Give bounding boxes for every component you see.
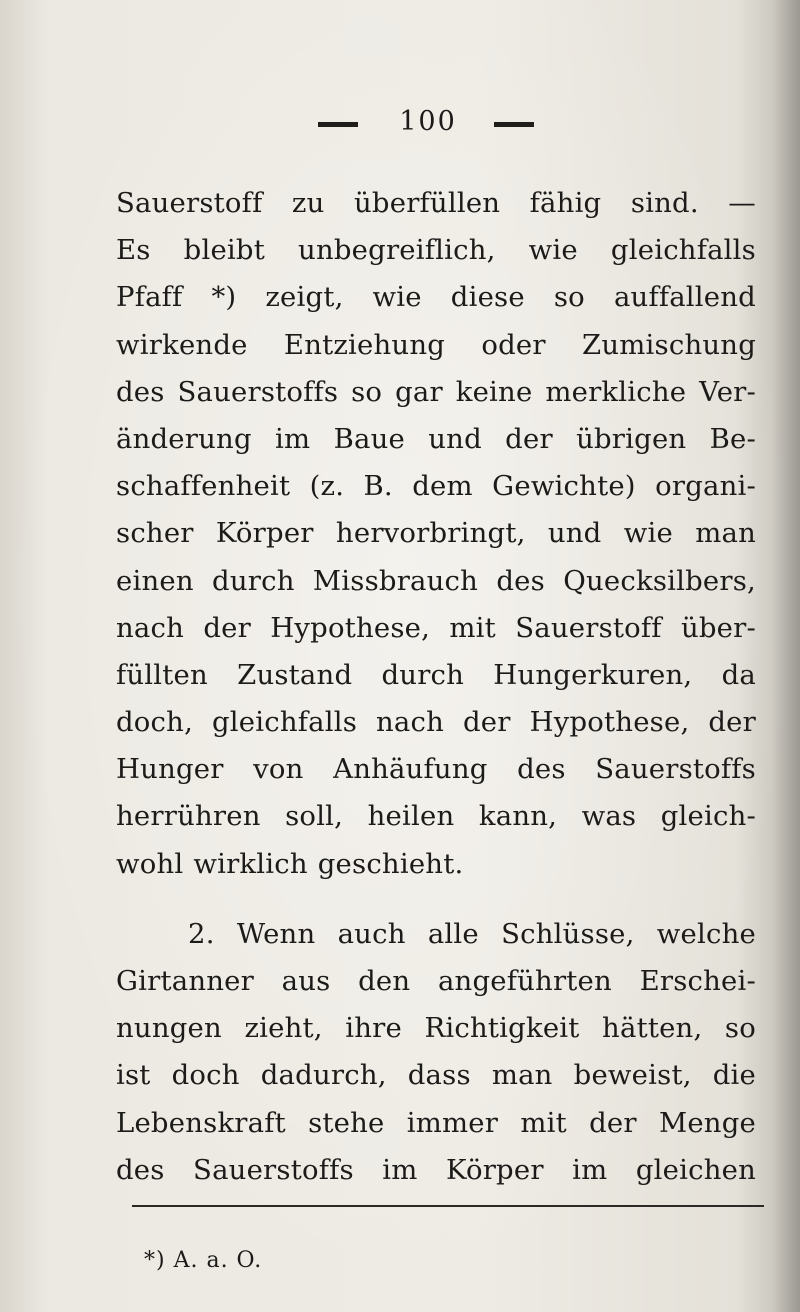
text-line: einen durch Missbrauch des Quecksilbers, [116, 564, 756, 597]
page-number: 100 [399, 106, 457, 137]
text-line: Girtanner aus den angeführten Erschei- [116, 965, 756, 997]
footnote-rule [132, 1205, 764, 1207]
text-line: des Sauerstoffs so gar keine merkliche Ver- [116, 375, 756, 408]
text-line: Pfaff *) zeigt, wie diese so auffallend [116, 281, 756, 314]
text-line: schaffenheit (z. B. dem Gewichte) organi- [116, 470, 756, 503]
text-line: Hunger von Anhäufung des Sauerstoffs [116, 753, 756, 786]
text-line: Lebenskraft stehe immer mit der Menge [116, 1106, 756, 1139]
text-line: Es bleibt unbegreiflich, wie gleichfalls [116, 234, 756, 267]
text-line: scher Körper hervorbringt, und wie man [116, 517, 756, 550]
text-line: Sauerstoff zu überfüllen fähig sind. — [116, 187, 756, 219]
text-line: änderung im Baue und der übrigen Be- [116, 422, 756, 455]
header-rule-right [494, 122, 534, 127]
text-line: herrühren soll, heilen kann, was gleich- [116, 800, 756, 833]
text-line: füllten Zustand durch Hungerkuren, da [116, 658, 756, 691]
body-text [116, 180, 756, 1194]
text-line: wohl wirklich geschieht. [116, 847, 464, 880]
text-line: doch, gleichfalls nach der Hypothese, der [116, 706, 756, 739]
text-line: 2. Wenn auch alle Schlüsse, welche [188, 917, 756, 950]
header-rule-left [318, 122, 358, 127]
text-line: nungen zieht, ihre Richtigkeit hätten, so [116, 1012, 756, 1045]
text-line: ist doch dadurch, dass man beweist, die [116, 1059, 756, 1092]
text-line: wirkende Entziehung oder Zumischung [116, 328, 756, 361]
footnote: *) A. a. O. [144, 1248, 263, 1273]
page-header [0, 102, 800, 142]
page-edge-shadow [772, 0, 800, 1312]
text-line: des Sauerstoffs im Körper im gleichen [116, 1153, 756, 1186]
text-line: nach der Hypothese, mit Sauerstoff über- [116, 611, 756, 644]
